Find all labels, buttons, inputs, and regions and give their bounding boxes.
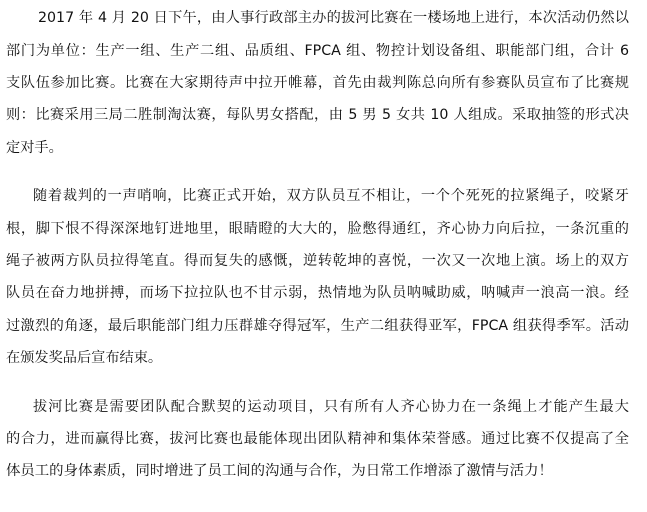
- paragraph-1-line-3: 支队伍参加比赛。比赛在大家期待声中拉开帷幕，首先由裁判陈总向所有参赛队员宣布了比赛规: [6, 75, 629, 91]
- paragraph-2-line-4: 队员在奋力地拼搏，而场下拉拉队也不甘示弱，热情地为队员呐喊助威，呐喊声一浪高一浪。经: [6, 285, 629, 301]
- paragraph-2-line-6: 在颁发奖品后宣布结束。: [6, 350, 163, 366]
- paragraph-3-line-2: 的合力，进而赢得比赛，拔河比赛也最能体现出团队精神和集体荣誉感。通过比赛不仅提高了全: [6, 431, 629, 447]
- paragraph-1-line-2: 部门为单位：生产一组、生产二组、品质组、FPCA 组、物控计划设备组、职能部门组，合计 6: [6, 43, 629, 59]
- paragraph-3-line-1: 拔河比赛是需要团队配合默契的运动项目，只有所有人齐心协力在一条绳上才能产生最大: [33, 399, 629, 415]
- paragraph-1-line-5: 定对手。: [6, 140, 63, 156]
- paragraph-2-line-5: 过激烈的角逐，最后职能部门组力压群雄夺得冠军，生产二组获得亚军，FPCA 组获得季军。活动: [6, 318, 629, 334]
- paragraph-3-line-3: 体员工的身体素质，同时增进了员工间的沟通与合作，为日常工作增添了激情与活力！: [6, 463, 553, 479]
- paragraph-2-line-3: 绳子被两方队员拉得笔直。得而复失的感慨，逆转乾坤的喜悦，一次又一次地上演。场上的双方: [6, 253, 629, 269]
- paragraph-2-line-2: 根，脚下恨不得深深地钉进地里，眼睛瞪的大大的，脸憋得通红，齐心协力向后拉，一条沉重的: [6, 221, 629, 237]
- paragraph-2-line-1: 随着裁判的一声哨响，比赛正式开始，双方队员互不相让，一个个死死的拉紧绳子，咬紧牙: [33, 188, 629, 204]
- paragraph-1-line-1: 2017 年 4 月 20 日下午，由人事行政部主办的拔河比赛在一楼场地上进行，本次活动仍然以: [38, 10, 629, 26]
- paragraph-1-line-4: 则：比赛采用三局二胜制淘汰赛，每队男女搭配，由 5 男 5 女共 10 人组成。采取抽签的形式决: [6, 107, 629, 123]
